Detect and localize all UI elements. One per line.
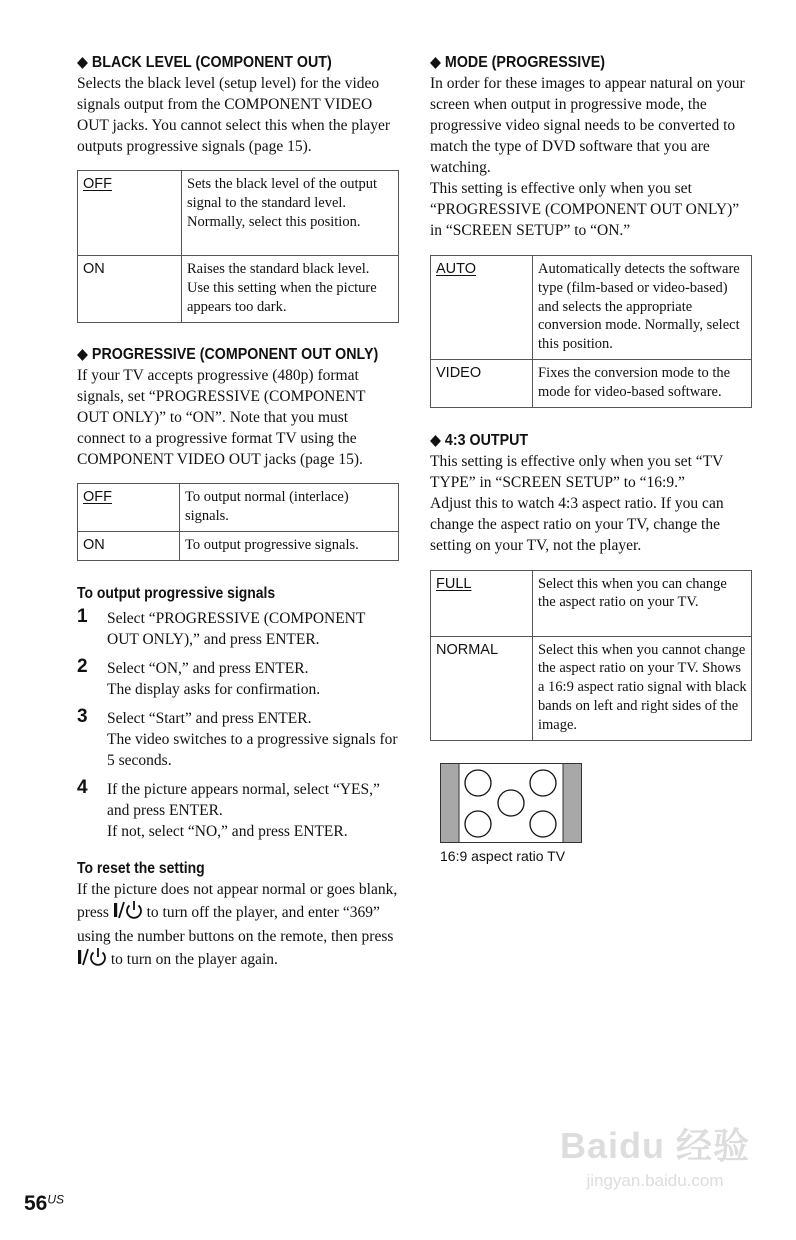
step-text: Select “PROGRESSIVE (COMPONENT OUT ONLY),” and press ENTER. <box>107 610 366 648</box>
option-desc: Sets the black level of the output signal to the standard level. Normally, select this position. <box>182 171 399 256</box>
mode-heading: ◆ MODE (PROGRESSIVE) <box>430 54 605 71</box>
page-number: $56^{US}$ <box>24 1192 65 1215</box>
reset-body: If the picture does not appear normal or goes blank, press to turn off the player, and enter “369” using the number buttons on the remote, then press to turn on the player again. <box>77 879 399 973</box>
table-row <box>431 570 752 636</box>
option-key: NORMAL <box>436 641 499 658</box>
output43-heading: ◆ 4:3 OUTPUT <box>430 431 529 449</box>
right-column <box>430 52 752 864</box>
step-note: The display asks for confirmation. <box>107 681 321 698</box>
table-row <box>78 484 399 532</box>
step-2: 2 Select “ON,” and press ENTER. The display asks for confirmation. <box>77 658 399 700</box>
step-4: 4 If the picture appears normal, select “YES,” and press ENTER. If not, select “NO,” and press ENTER. <box>77 779 399 842</box>
watermark-url: jingyan.baidu.com <box>586 1171 724 1190</box>
power-icon <box>113 900 143 926</box>
reset-heading: To reset the setting <box>77 860 205 877</box>
option-desc: Automatically detects the software type (film-based or video-based) and selects the appropriate conversion mode. Normally, select this position. <box>533 256 752 360</box>
option-desc: To output normal (interlace) signals. <box>180 484 399 532</box>
black-level-heading: ◆ BLACK LEVEL (COMPONENT OUT) <box>77 54 332 71</box>
mode-body-2: This setting is effective only when you set “PROGRESSIVE (COMPONENT OUT ONLY)” in “SCREEN SETUP” to “ON.” <box>430 180 740 239</box>
left-black-band <box>441 764 459 842</box>
right-black-band <box>563 764 581 842</box>
step-text: Select “Start” and press ENTER. <box>107 710 312 727</box>
step-text: Select “ON,” and press ENTER. <box>107 660 309 677</box>
step-3: 3 Select “Start” and press ENTER. The video switches to a progressive signals for 5 seconds. <box>77 706 398 769</box>
table-row <box>431 636 752 740</box>
option-desc: Select this when you cannot change the aspect ratio on your TV. Shows a 16:9 aspect ratio signal with black bands on left and right sides of the image. <box>533 636 752 740</box>
option-key: VIDEO <box>436 365 482 381</box>
output43-table <box>430 570 752 741</box>
option-key: ON <box>83 261 105 277</box>
black-level-table <box>77 170 399 323</box>
table-row <box>431 360 752 408</box>
option-key: OFF <box>83 176 112 192</box>
option-desc: Fixes the conversion mode to the mode for video-based software. <box>533 360 752 408</box>
option-desc: To output progressive signals. <box>180 532 399 561</box>
black-level-body: Selects the black level (setup level) for the video signals output from the COMPONENT VIDEO OUT jacks. You cannot select this when the player outputs progressive signals (page 15). <box>77 75 391 155</box>
aspect-figure <box>440 763 752 864</box>
power-icon <box>77 947 107 973</box>
table-row <box>78 256 399 323</box>
option-key: AUTO <box>436 261 477 277</box>
step-text: If the picture appears normal, select “YES,” and press ENTER. <box>107 781 380 819</box>
left-column <box>77 52 399 973</box>
step-note: The video switches to a progressive signals for 5 seconds. <box>107 731 398 769</box>
tv-illustration <box>440 763 582 843</box>
table-row <box>78 532 399 561</box>
to-output-heading: To output progressive signals <box>77 585 276 602</box>
progressive-body: If your TV accepts progressive (480p) format signals, set “PROGRESSIVE (COMPONENT OUT ONLY)” to “ON”. Note that you must connect to a progressive format TV using the COMPONENT VIDEO OUT jacks (page 15). <box>77 367 366 468</box>
progressive-table <box>77 483 399 561</box>
option-desc: Raises the standard black level. Use this setting when the picture appears too dark. <box>182 256 399 323</box>
option-desc: Select this when you can change the aspect ratio on your TV. <box>533 570 752 636</box>
step-1: 1 Select “PROGRESSIVE (COMPONENT OUT ONLY),” and press ENTER. <box>77 608 399 650</box>
output43-body-2: Adjust this to watch 4:3 aspect ratio. If you can change the aspect ratio on your TV, change the setting on your TV, not the player. <box>430 494 724 554</box>
option-key: OFF <box>83 489 112 505</box>
step-note: If not, select “NO,” and press ENTER. <box>107 823 348 840</box>
option-key: ON <box>83 537 105 553</box>
watermark <box>560 1118 750 1191</box>
figure-caption: 16:9 aspect ratio TV <box>440 847 566 864</box>
progressive-heading: ◆ PROGRESSIVE (COMPONENT OUT ONLY) <box>77 346 379 363</box>
output43-body-1: This setting is effective only when you set “TV TYPE” in “SCREEN SETUP” to “16:9.” <box>430 452 724 491</box>
mode-table <box>430 255 752 408</box>
option-key: FULL <box>436 575 472 592</box>
table-row <box>431 256 752 360</box>
mode-body-1: In order for these images to appear natural on your screen when output in progressive mode, the progressive video signal needs to be converted to match the type of DVD software that you are watching. <box>430 75 745 176</box>
table-row <box>78 171 399 256</box>
watermark-logo: Baidu 经验 <box>559 1125 750 1166</box>
